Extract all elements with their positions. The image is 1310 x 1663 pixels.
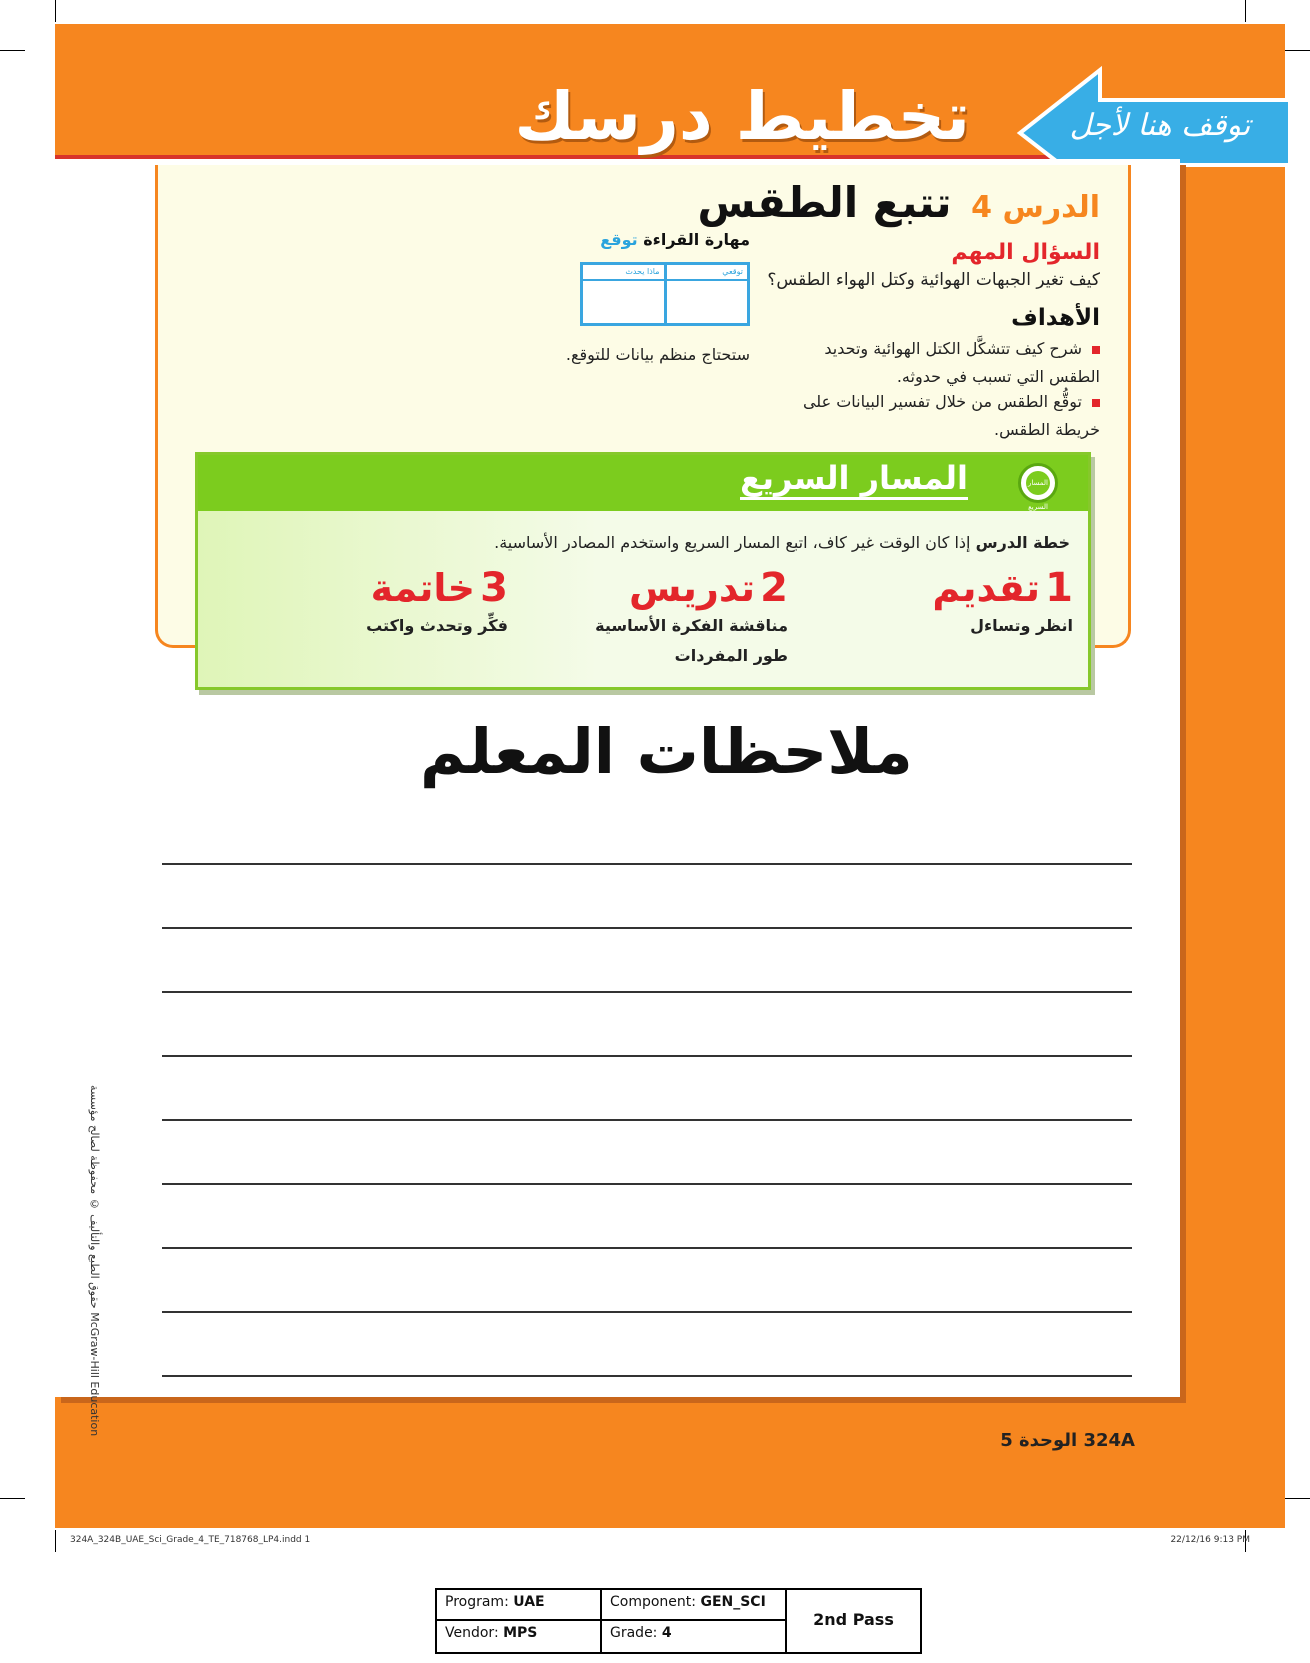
objective-item: توقُّع الطقس من خلال تفسير البيانات على خريطة الطقس.	[802, 392, 1100, 439]
crop-mark	[55, 0, 56, 22]
note-line	[162, 1247, 1132, 1249]
crop-mark	[0, 1498, 25, 1499]
essential-question-heading: السؤال المهم	[951, 240, 1100, 265]
crop-mark	[1285, 50, 1310, 51]
pass-label: 2nd Pass	[813, 1610, 894, 1629]
grade-cell: Grade: 4	[602, 1621, 787, 1652]
note-line	[162, 991, 1132, 993]
teacher-notes-title: ملاحظات المعلم	[420, 715, 913, 788]
page-title: تخطيط درسك	[514, 78, 970, 155]
copyright-credit: حقوق الطبع والتأليف © محفوظة لصالح مؤسسة McGraw-Hill Education	[88, 1085, 101, 1437]
lesson-title: تتبع الطقس	[697, 178, 952, 227]
vendor-cell: Vendor: MPS	[437, 1621, 602, 1652]
note-line	[162, 1119, 1132, 1121]
step-close: 3 خاتمة فكِّر وتحدث واكتب	[366, 565, 508, 635]
crop-mark	[1245, 0, 1246, 22]
component-cell: Component: GEN_SCI	[602, 1590, 787, 1621]
objectives-heading: الأهداف	[1011, 305, 1100, 331]
note-line	[162, 927, 1132, 929]
crop-mark	[55, 1530, 56, 1552]
reading-skill-heading: مهارة القراءة توقع	[600, 230, 750, 249]
date-slug: 22/12/16 9:13 PM	[1170, 1535, 1250, 1545]
note-line	[162, 863, 1132, 865]
file-slug: 324A_324B_UAE_Sci_Grade_4_TE_718768_LP4.indd 1	[70, 1535, 311, 1545]
lesson-heading	[697, 178, 1100, 227]
lesson-plan-text: خطة الدرس إذا كان الوقت غير كاف، اتبع المسار السريع واستخدم المصادر الأساسية.	[494, 533, 1070, 552]
step-teach: 2 تدريس مناقشة الفكرة الأساسية طور المفردات	[595, 565, 788, 665]
bullet-icon	[1092, 346, 1100, 354]
step-introduce: 1 تقديم انظر وتساءل	[932, 565, 1073, 635]
fast-track-title: المسار السريع	[740, 459, 968, 500]
page-number: 324A الوحدة 5	[1000, 1430, 1135, 1451]
organizer-column: ماذا يحدث	[625, 267, 660, 276]
crop-mark	[1285, 1498, 1310, 1499]
organizer-column: توقعي	[664, 265, 748, 323]
reading-skill-name: توقع	[600, 230, 638, 249]
crop-mark	[0, 50, 25, 51]
print-info-table	[435, 1588, 922, 1654]
fast-track-box	[195, 452, 1091, 690]
essential-question-text: كيف تغير الجبهات الهوائية وكتل الهواء الطقس؟	[767, 270, 1100, 290]
note-line	[162, 1183, 1132, 1185]
fast-track-header	[198, 455, 1088, 511]
lesson-number: الدرس 4	[971, 190, 1100, 225]
program-cell: Program: UAE	[437, 1590, 602, 1621]
graphic-organizer	[580, 262, 750, 326]
arrow-label: توقف هنا لأجل	[1069, 108, 1251, 143]
note-line	[162, 1055, 1132, 1057]
bullet-icon	[1092, 399, 1100, 407]
fast-track-icon: المسار السريع	[1018, 463, 1058, 503]
objective-item: شرح كيف تتشكَّل الكتل الهوائية وتحديد الطقس التي تسبب في حدوثه.	[824, 339, 1100, 386]
note-line	[162, 1375, 1132, 1377]
note-line	[162, 1311, 1132, 1313]
reading-skill-note: ستحتاج منظم بيانات للتوقع.	[565, 345, 750, 364]
